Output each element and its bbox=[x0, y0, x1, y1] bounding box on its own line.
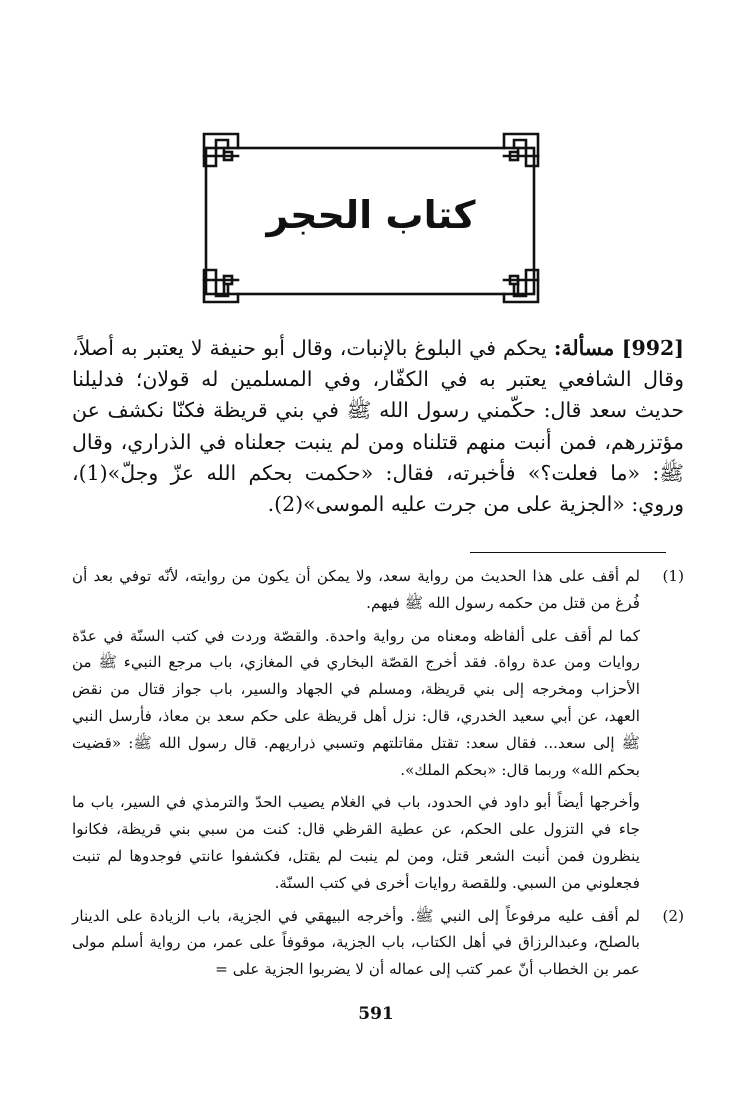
footnote-paragraph: وأخرجها أيضاً أبو داود في الحدود، باب في الغلام يصيب الحدّ والترمذي في السير، باب ما جاء في التزول على الحكم، عن عطية القرظي قال: كنت من سبي بني قريظة، فكانوا ينظرون فمن أنبت الشعر قتل، ومن لم ينبت لم يقتل، فكشفوا عانتي فوجدوها لم تنبت فجعلوني من السبي. وللقصة روايات أخرى في كتب السنّة. bbox=[72, 793, 640, 892]
footnote-1 bbox=[72, 563, 684, 897]
footnotes bbox=[72, 563, 684, 989]
main-text bbox=[72, 333, 684, 520]
chapter-title: كتاب الحجر bbox=[266, 193, 476, 237]
footnote-paragraph: لم أقف على هذا الحديث من رواية سعد، ولا يمكن أن يكون من روايته، لأنّه توفي بعد أن فُرغ من قتل من حكمه رسول الله ﷺ فيهم. bbox=[72, 567, 640, 612]
footnote-number: (1) bbox=[662, 567, 684, 585]
footnote-paragraph: كما لم أقف على ألفاظه ومعناه من رواية واحدة. والقصّة وردت في كتب السنّة في عدّة روايات ومن عدة رواة. فقد أخرج القصّة البخاري في المغازي، باب مرجع النبيء ﷺ من الأحزاب ومخرجه إلى بني قريظة، ومسلم في الجهاد والسير، باب جواز قتال من نقض العهد، عن أبي سعيد الخدري، قال: نزل أهل قريظة على حكم سعد بن معاذ، فأرسل النبي ﷺ إلى سعد... فقال سعد: تقتل مقاتلتهم وتسبي ذراريهم. قال رسول الله ﷺ: «قضيت بحكم الله» وربما قال: «بحكم الملك». bbox=[72, 626, 640, 779]
issue-paragraph bbox=[72, 333, 684, 520]
footnote-number: (2) bbox=[662, 906, 684, 925]
issue-body: يحكم في البلوغ بالإنبات، وقال أبو حنيفة لا يعتبر به أصلاً، وقال الشافعي يعتبر به في الكفّار، وفي المسلمين له قولان؛ فدليلنا حديث سعد قال: حكّمني رسول الله ﷺ في بني قريظة فكنّا نكشف عن مؤتزرهم، فمن أنبت منهم قتلناه ومن لم ينبت جعلناه في الذراري، وقال ﷺ: «ما فعلت؟» فأخبرته، فقال: «حكمت بحكم الله عزّ وجلّ»(1)، وروي: «الجزية على من جرت عليه الموسى»(2). bbox=[72, 336, 684, 517]
footnote-2 bbox=[72, 903, 684, 983]
footnote-paragraph: لم أقف عليه مرفوعاً إلى النبي ﷺ. وأخرجه البيهقي في الجزية، باب الزيادة على الدينار بالصلح، وعبدالرزاق في أهل الكتاب، باب الجزية، موقوفاً على عمر، من رواية أسلم مولى عمر بن الخطاب أنّ عمر كتب إلى عماله أن لا يضربوا الجزية على = bbox=[72, 906, 640, 979]
footnote-separator bbox=[470, 552, 666, 553]
issue-label: [992] مسألة: bbox=[553, 336, 684, 360]
page-number: 591 bbox=[358, 1004, 394, 1024]
chapter-title-frame bbox=[192, 126, 550, 304]
